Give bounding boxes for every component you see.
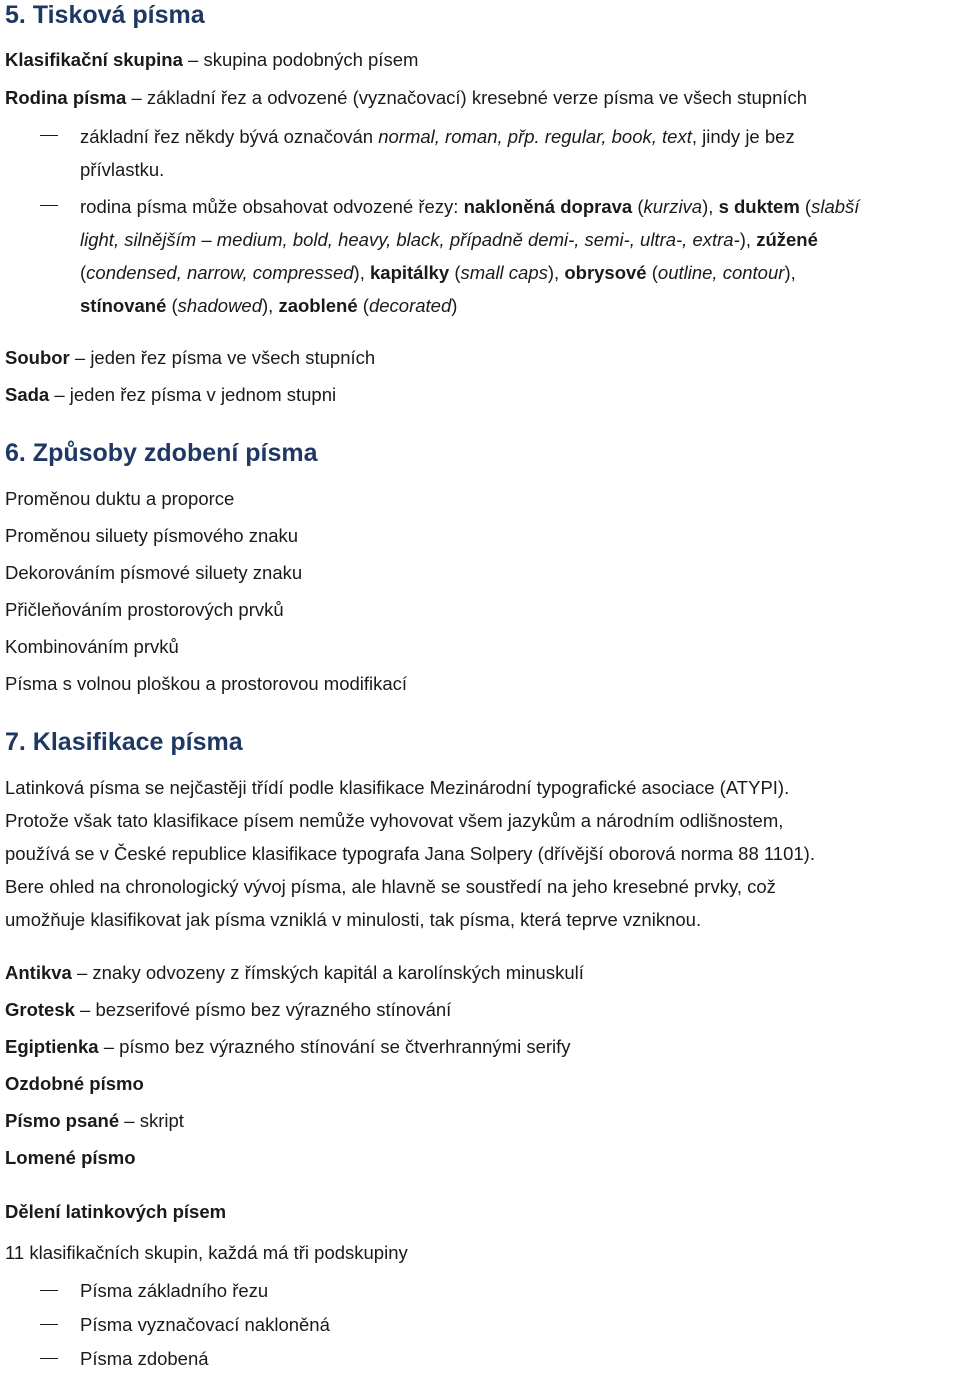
section-5-heading: 5. Tisková písma [5, 1, 205, 29]
subheading-deleni: Dělení latinkových písem [5, 1201, 227, 1222]
term: Rodina písma [5, 87, 127, 108]
text: ( [166, 295, 178, 316]
paragraph-line: 11 klasifikačních skupin, každá má tři podskupiny [5, 1242, 408, 1263]
bullet-text [80, 190, 859, 223]
list-item: Kombinováním prvků [5, 636, 179, 657]
bullet-text: Písma základního řezu [80, 1280, 269, 1301]
def-ozdobne-pismo [5, 1072, 144, 1096]
def-egiptienka [5, 1035, 571, 1059]
dash-bullet-icon [40, 205, 58, 206]
text: ), [547, 262, 565, 283]
text: ( [632, 196, 644, 217]
definition: – bezserifové písmo bez výrazného stínování [74, 999, 452, 1020]
dash-bullet-icon [40, 1324, 58, 1325]
text: ), [353, 262, 370, 283]
term: Egiptienka [5, 1036, 99, 1057]
bullet-text-line2 [80, 223, 818, 256]
bullet-item [0, 1308, 960, 1341]
text: ), [739, 229, 757, 250]
paragraph-line: Bere ohled na chronologický vývoj písma, ale hlavně se soustředí na jeho kresebné prvky, což [5, 876, 776, 897]
text-italic: shadowed [177, 295, 263, 316]
paragraph-line: Protože však tato klasifikace písem nemůže vyhovovat všem jazykům a národním odlišnostem, [5, 810, 784, 831]
bullet-item [0, 1274, 960, 1307]
bullet-text [80, 120, 795, 153]
list-item: Dekorováním písmové siluety znaku [5, 562, 303, 583]
section-6-heading: 6. Způsoby zdobení písma [5, 439, 318, 467]
bullet-text-line2: přívlastku. [80, 159, 165, 180]
text-italic: small caps [460, 262, 548, 283]
text-italic: decorated [368, 295, 452, 316]
section-7-heading: 7. Klasifikace písma [5, 728, 243, 756]
term: Písmo psané [5, 1110, 120, 1131]
definition: – skupina podobných písem [182, 49, 419, 70]
def-lomene-pismo [5, 1146, 136, 1170]
text: ( [80, 262, 87, 283]
text-italic: light, silnějším – medium, bold, heavy, black, případně demi-, semi-, ultra-, extra- [80, 229, 740, 250]
definition: – znaky odvozeny z římských kapitál a karolínských minuskulí [71, 962, 584, 983]
bullet-item [0, 1342, 960, 1367]
text: ), [262, 295, 279, 316]
bullet-text-line4 [80, 289, 457, 322]
def-sada [5, 383, 336, 407]
text-bold: nakloněná doprava [463, 196, 633, 217]
def-pismo-psane [5, 1109, 184, 1133]
dash-bullet-icon [40, 1290, 58, 1291]
def-grotesk [5, 998, 451, 1022]
def-klasifikacni-skupina [5, 48, 418, 72]
paragraph-line: používá se v České republice klasifikace typografa Jana Solpery (dřívější oborová norma 88 1101). [5, 843, 815, 864]
paragraph-line: Latinková písma se nejčastěji třídí podle klasifikace Mezinárodní typografické asociace (ATYPI). [5, 777, 790, 798]
text: ( [646, 262, 658, 283]
list-item: Proměnou siluety písmového znaku [5, 525, 299, 546]
def-soubor [5, 346, 375, 370]
text-italic: outline, contour [657, 262, 785, 283]
text-italic: condensed, narrow, compressed [86, 262, 354, 283]
term: Soubor [5, 347, 70, 368]
bullet-text-line3 [80, 256, 796, 289]
text: , jindy je bez [691, 126, 795, 147]
dash-bullet-icon [40, 1358, 58, 1359]
term: Ozdobné písmo [5, 1073, 144, 1094]
term: Lomené písmo [5, 1147, 136, 1168]
text: ( [449, 262, 461, 283]
list-item: Proměnou duktu a proporce [5, 488, 235, 509]
definition: – písmo bez výrazného stínování se čtverhrannými serify [98, 1036, 571, 1057]
term: Klasifikační skupina [5, 49, 183, 70]
term: Grotesk [5, 999, 75, 1020]
list-item: Přičleňováním prostorových prvků [5, 599, 284, 620]
text-italic: slabší [811, 196, 860, 217]
bullet-item [0, 190, 960, 325]
bullet-text: Písma vyznačovací nakloněná [80, 1314, 330, 1335]
text-bold: zaoblené [278, 295, 358, 316]
text: základní řez někdy bývá označován [80, 126, 379, 147]
text-bold: s duktem [718, 196, 800, 217]
definition: – jeden řez písma v jednom stupni [49, 384, 337, 405]
def-antikva [5, 961, 584, 985]
dash-bullet-icon [40, 135, 58, 136]
text: ), [784, 262, 796, 283]
text: ( [357, 295, 369, 316]
text: ( [799, 196, 812, 217]
text-bold: stínované [80, 295, 167, 316]
text: ) [451, 295, 458, 316]
text-bold: zúžené [756, 229, 818, 250]
text-bold: obrysové [564, 262, 647, 283]
paragraph-line: umožňuje klasifikovat jak písma vzniklá v minulosti, tak písma, která teprve vzniknou. [5, 909, 702, 930]
definition: – jeden řez písma ve všech stupních [69, 347, 376, 368]
bullet-item [0, 120, 960, 186]
list-item: Písma s volnou ploškou a prostorovou modifikací [5, 673, 408, 694]
term: Sada [5, 384, 50, 405]
term: Antikva [5, 962, 72, 983]
text: ), [702, 196, 719, 217]
text-bold: kapitálky [370, 262, 450, 283]
definition: – základní řez a odvozené (vyznačovací) kresebné verze písma ve všech stupních [126, 87, 808, 108]
text-italic: normal, roman, přp. regular, book, text [378, 126, 692, 147]
text-italic: kurziva [643, 196, 703, 217]
bullet-text: Písma zdobená [80, 1348, 209, 1369]
def-rodina-pisma [5, 86, 807, 110]
definition: – skript [119, 1110, 184, 1131]
text: rodina písma může obsahovat odvozené řezy: [80, 196, 464, 217]
